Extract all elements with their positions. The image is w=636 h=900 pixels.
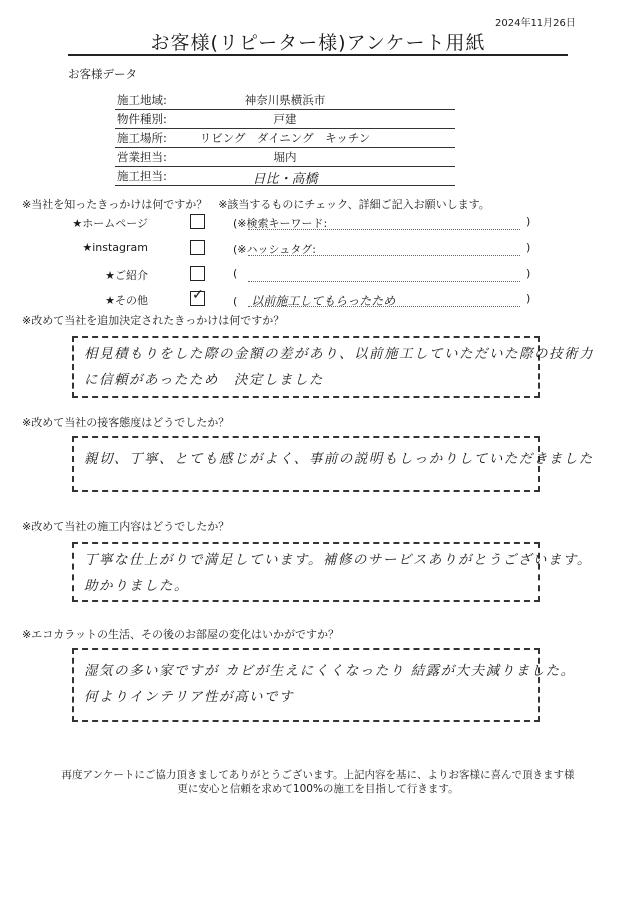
answer-box-service <box>72 436 594 492</box>
question-decision: ※改めて当社を追加決定されたきっかけは何ですか？ <box>22 314 285 327</box>
row-value: リビング ダイニング キッチン <box>199 131 371 145</box>
answer-box-workmanship <box>72 542 592 602</box>
detail-label: (※ハッシュタグ: <box>233 243 316 256</box>
answer-box-decision <box>72 336 594 398</box>
detail-label: ( <box>233 267 238 280</box>
source-label-homepage: ★ホームページ <box>72 217 148 230</box>
check-mark-icon: ✓ <box>192 287 204 303</box>
checkbox-referral[interactable] <box>190 266 205 281</box>
source-label-other: ★その他 <box>105 294 148 307</box>
survey-date: 2024年11月26日 <box>495 18 576 29</box>
question-service: ※改めて当社の接客態度はどうでしたか？ <box>22 416 230 429</box>
handwritten-answer: 以前施工してもらったため <box>251 294 396 308</box>
row-value: 神奈川県横浜市 <box>244 93 326 107</box>
handwritten-answer <box>74 650 576 713</box>
detail-label: ( <box>233 295 238 308</box>
source-label-referral: ★ご紹介 <box>105 269 148 282</box>
row-label: 施工担当: <box>117 169 167 183</box>
customer-row-installer <box>115 166 455 186</box>
close-paren: ) <box>526 241 531 254</box>
row-label: 物件種別: <box>117 112 167 126</box>
question-workmanship: ※改めて当社の施工内容はどうでしたか？ <box>22 520 230 533</box>
customer-section-heading: お客様データ <box>68 67 137 81</box>
write-line <box>248 255 520 256</box>
handwritten-answer <box>74 338 594 396</box>
answer-line: 丁寧な仕上がりで満足しています。補修のサービスありがとうございます。 <box>84 552 592 568</box>
question-source: ※当社を知ったきっかけは何ですか？ ※該当するものにチェック、詳細ご記入お願いします。 <box>22 198 490 211</box>
answer-box-ecocarat <box>72 648 576 722</box>
answer-line: 相見積もりをした際の金額の差があり、以前施工していただいた際の技術力 <box>84 346 594 362</box>
handwritten-answer <box>74 544 592 602</box>
footer-line: 再度アンケートにご協力頂きましてありがとうございます。上記内容を基に、よりお客様に喜んで頂きます様 <box>61 769 575 781</box>
customer-row-location <box>115 128 455 148</box>
write-line <box>248 229 520 230</box>
row-value-handwritten: 日比・高橋 <box>252 172 318 187</box>
question-ecocarat: ※エコカラットの生活、その後のお部屋の変化はいかがですか？ <box>22 628 339 641</box>
checkbox-homepage[interactable] <box>190 214 205 229</box>
detail-label: (※検索キーワード: <box>233 217 328 230</box>
row-value: 戸建 <box>273 112 297 126</box>
title-underline <box>68 54 568 56</box>
row-value: 堀内 <box>273 150 297 164</box>
footer-message <box>0 768 636 796</box>
row-label: 施工地域: <box>117 93 167 107</box>
handwritten-answer <box>74 438 594 475</box>
write-line <box>248 281 520 282</box>
customer-row-property <box>115 109 455 129</box>
customer-row-sales <box>115 147 455 167</box>
row-label: 営業担当: <box>117 150 167 164</box>
write-line <box>248 306 520 307</box>
answer-line: 湿気の多い家ですが カビが生えにくくなったり 結露が大夫減りました。 <box>84 663 576 679</box>
source-detail-referral <box>233 267 237 280</box>
close-paren: ) <box>526 292 531 305</box>
customer-row-area <box>115 90 455 110</box>
checkbox-instagram[interactable] <box>190 240 205 255</box>
source-label-instagram: ★instagram <box>82 241 148 254</box>
close-paren: ) <box>526 215 531 228</box>
answer-line: 何よりインテリア性が高いです <box>84 689 294 705</box>
footer-line: 更に安心と信頼を求めて100%の施工を目指して行きます。 <box>177 783 459 795</box>
answer-line: 親切、丁寧、とても感じがよく、事前の説明もしっかりしていただきました <box>84 451 594 467</box>
checkbox-other[interactable] <box>190 287 205 306</box>
page-title: お客様(リピーター様)アンケート用紙 <box>150 32 486 54</box>
close-paren: ) <box>526 267 531 280</box>
row-label: 施工場所: <box>117 131 167 145</box>
answer-line: 助かりました。 <box>84 578 189 594</box>
answer-line: に信頼があったため 決定しました <box>84 372 324 388</box>
